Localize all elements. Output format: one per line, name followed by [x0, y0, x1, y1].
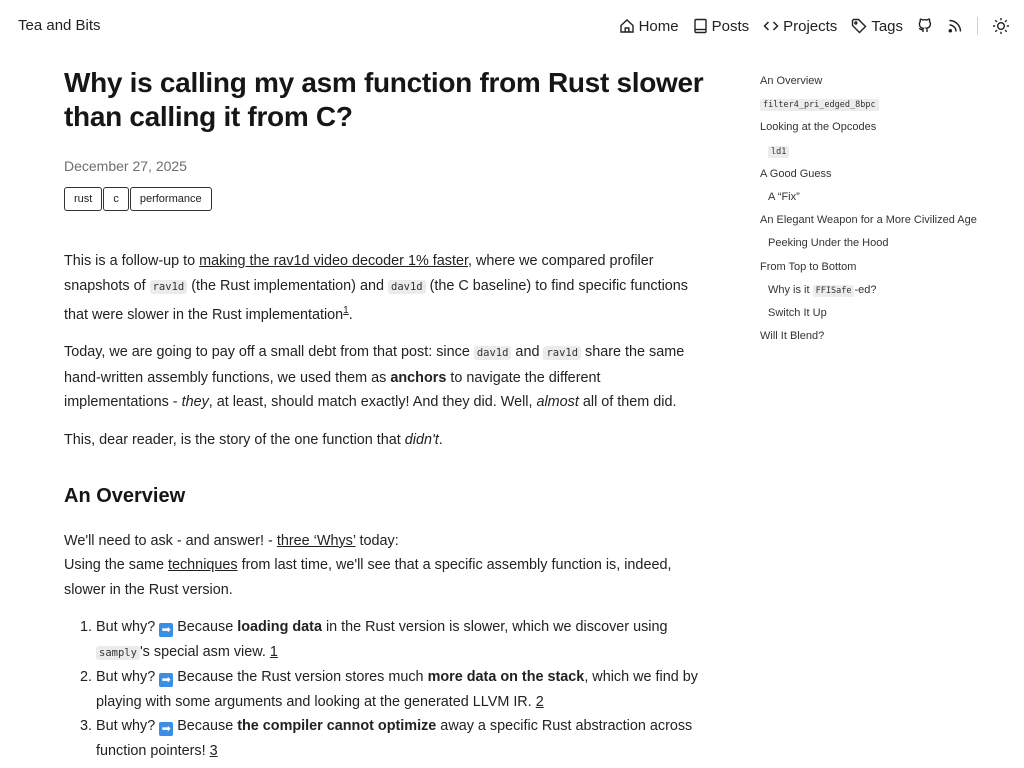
book-icon — [693, 18, 708, 34]
tag-list — [64, 187, 709, 211]
toc-code: FFISafe — [813, 285, 855, 297]
em-almost: almost — [536, 394, 579, 411]
toc-item-peeking-under-hood[interactable] — [760, 234, 1000, 257]
table-of-contents — [760, 72, 1000, 350]
post-date: December 27, 2025 — [64, 158, 187, 174]
tag-c[interactable]: c — [103, 187, 129, 211]
toc-label: A “Fix” — [768, 190, 800, 203]
text: to navigate the different implementations - — [64, 369, 601, 411]
nav-posts[interactable] — [693, 18, 750, 35]
home-icon — [619, 18, 635, 34]
nav-posts-label: Posts — [711, 17, 750, 35]
toc-item-why-ffisafe[interactable] — [760, 281, 1000, 304]
toc-item-a-fix[interactable] — [760, 188, 1000, 211]
paragraph-intro — [64, 249, 709, 327]
text: all of them did. — [578, 394, 677, 411]
nav-home-label: Home — [638, 17, 679, 35]
toc-item-elegant-weapon[interactable] — [760, 211, 1000, 234]
bold-text: loading data — [237, 619, 322, 636]
list-item — [80, 665, 709, 714]
text: and — [511, 344, 544, 361]
toc-item-looking-at-opcodes[interactable] — [760, 118, 1000, 141]
inline-code-dav1d: dav1d — [474, 346, 512, 360]
heading-an-overview: An Overview — [64, 485, 186, 508]
list-number: 3. — [80, 718, 93, 735]
text: away a specific Rust abstraction across function pointers! — [96, 718, 693, 759]
section-link-1[interactable]: 1 — [269, 643, 278, 660]
list-number: 1. — [80, 619, 93, 636]
toc-label: Peeking Under the Hood — [768, 237, 889, 250]
toc-item-will-it-blend[interactable] — [760, 327, 1000, 350]
text: This is a follow-up to — [64, 253, 200, 269]
text: Today, we are going to pay off a small debt from that post: since — [64, 344, 474, 361]
post-body — [64, 249, 709, 763]
text: . — [348, 306, 353, 323]
paragraph-debt — [64, 340, 709, 415]
right-arrow-emoji-icon: ➡ — [159, 673, 173, 687]
bold-text: more data on the stack — [427, 669, 585, 686]
bold-anchors: anchors — [390, 369, 447, 386]
text: , where we compared profiler snapshots of — [64, 253, 654, 294]
nav-home[interactable] — [619, 18, 679, 35]
text: 's special asm view. — [139, 643, 270, 660]
text: But why? — [96, 669, 160, 686]
nav-projects[interactable] — [763, 18, 837, 35]
code-icon — [763, 18, 779, 34]
link-three-whys[interactable]: three ‘Whys’ — [276, 532, 356, 549]
text: We'll need to ask - and answer! - — [64, 532, 277, 549]
text: Because — [173, 718, 238, 735]
tag-rust[interactable]: rust — [64, 187, 102, 211]
paragraph-overview — [64, 529, 709, 603]
toc-label: Will It Blend? — [760, 330, 825, 343]
list-number: 2. — [80, 669, 93, 686]
main-nav — [605, 13, 1010, 39]
tag-icon — [851, 18, 867, 34]
toc-label: An Elegant Weapon for a More Civilized Age — [760, 214, 977, 227]
toc-label: -ed? — [854, 283, 877, 296]
right-arrow-emoji-icon: ➡ — [159, 623, 173, 637]
link-previous-post[interactable]: making the rav1d video decoder 1% faster — [199, 253, 468, 269]
text: , at least, should match exactly! And they did. Well, — [208, 394, 537, 411]
inline-code-rav1d: rav1d — [150, 280, 188, 294]
inline-code-samply: samply — [96, 646, 140, 660]
em-didnt: didn't — [404, 431, 439, 448]
toc-item-top-to-bottom[interactable] — [760, 258, 1000, 281]
em-they: they — [181, 394, 209, 411]
toc-label: Switch It Up — [768, 306, 827, 319]
toc-label: Why is it — [768, 283, 813, 296]
nav-projects-label: Projects — [783, 17, 838, 35]
site-header — [0, 0, 1024, 52]
text: (the Rust implementation) and — [187, 277, 388, 294]
tag-performance[interactable]: performance — [130, 187, 212, 211]
text: Using the same — [64, 557, 168, 574]
text: But why? — [96, 619, 160, 636]
list-item — [80, 615, 709, 665]
toc-item-switch-it-up[interactable] — [760, 304, 1000, 327]
text: today: — [355, 532, 399, 549]
nav-divider — [977, 17, 978, 35]
bold-text: the compiler cannot optimize — [237, 718, 437, 735]
toc-item-filter4[interactable] — [760, 95, 1000, 118]
toc-code: ld1 — [768, 146, 789, 158]
toc-label: Looking at the Opcodes — [760, 121, 877, 134]
inline-code-rav1d: rav1d — [543, 346, 581, 360]
toc-label: An Overview — [760, 75, 823, 87]
nav-tags[interactable] — [851, 18, 903, 35]
paragraph-story — [64, 428, 709, 453]
right-arrow-emoji-icon: ➡ — [159, 722, 173, 736]
inline-code-dav1d: dav1d — [388, 280, 426, 294]
text: (the C baseline) to find specific functions that were slower in the Rust implementation — [64, 277, 688, 323]
toc-label: A Good Guess — [760, 167, 832, 180]
why-list — [80, 615, 709, 763]
link-techniques[interactable]: techniques — [167, 557, 238, 574]
text: Because — [173, 619, 238, 636]
text: . — [438, 431, 443, 448]
nav-tags-label: Tags — [871, 17, 903, 35]
text: Because the Rust version stores much — [173, 669, 428, 686]
github-icon[interactable] — [917, 18, 933, 34]
site-title-link[interactable]: Tea and Bits — [18, 17, 101, 34]
text: in the Rust version is slower, which we discover using — [321, 619, 668, 636]
text: This, dear reader, is the story of the one function that — [64, 431, 405, 448]
text: from last time, we'll see that a specific assembly function is, indeed, slower in the Rust version. — [64, 557, 672, 598]
rss-icon[interactable] — [947, 18, 963, 34]
list-item — [80, 714, 709, 763]
toc-item-an-overview[interactable] — [760, 72, 1000, 95]
text: , which we find by playing with some arguments and looking at the generated LLVM IR. — [96, 669, 698, 710]
toc-item-a-good-guess[interactable] — [760, 165, 1000, 188]
section-link-2[interactable]: 2 — [535, 693, 544, 710]
toc-item-ld1[interactable] — [760, 142, 1000, 165]
section-link-3[interactable]: 3 — [209, 742, 218, 759]
text: share the same hand-written assembly functions, we used them as — [64, 344, 685, 386]
article — [64, 66, 709, 763]
toc-code: filter4_pri_edged_8bpc — [760, 99, 879, 111]
post-title: Why is calling my asm function from Rust slower than calling it from C? — [64, 67, 704, 132]
sun-icon[interactable] — [992, 17, 1010, 35]
text: But why? — [96, 718, 160, 735]
footnote-ref[interactable]: 1 — [343, 305, 349, 316]
toc-label: From Top to Bottom — [760, 260, 857, 273]
